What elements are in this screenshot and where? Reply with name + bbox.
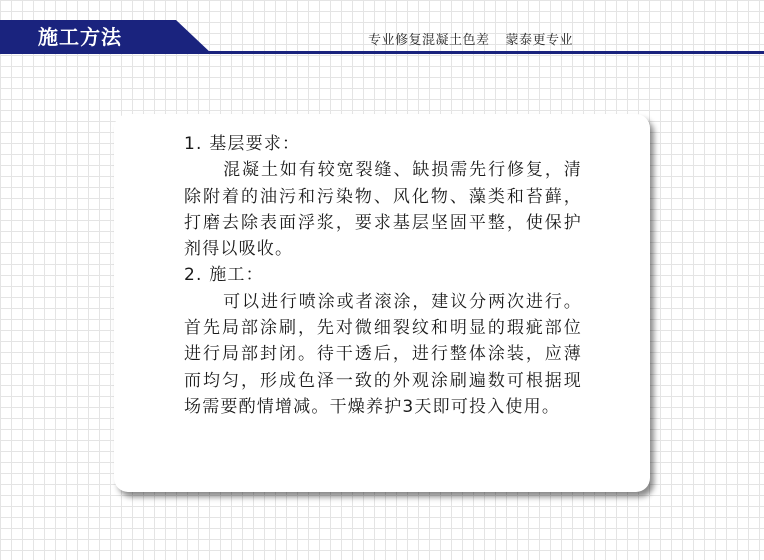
header-divider-line — [206, 51, 764, 54]
content-card — [114, 114, 650, 492]
content-text — [184, 131, 582, 420]
section-2-heading: 2. 施工： — [184, 265, 264, 286]
section-1-body: 混凝土如有较宽裂缝、缺损需先行修复，清除附着的油污和污染物、风化物、藻类和苔藓，打磨去除表面浮浆，要求基层坚固平整，使保护剂得以吸收。 — [184, 160, 582, 260]
slogan-part-2: 蒙泰更专业 — [505, 33, 574, 48]
header-bar — [0, 0, 764, 58]
page-title: 施工方法 — [38, 25, 122, 49]
section-2-body: 可以进行喷涂或者滚涂，建议分两次进行。首先局部涂刷，先对微细裂纹和明显的瑕疵部位进行局部封闭。待干透后，进行整体涂装，应薄而均匀，形成色泽一致的外观涂刷遍数可根据现场需要酌情增减。干燥养护3天即可投入使用。 — [184, 291, 582, 417]
slogan-part-1: 专业修复混凝土色差 — [368, 33, 490, 48]
section-1-heading: 1. 基层要求： — [184, 134, 301, 154]
slogan — [368, 32, 573, 50]
